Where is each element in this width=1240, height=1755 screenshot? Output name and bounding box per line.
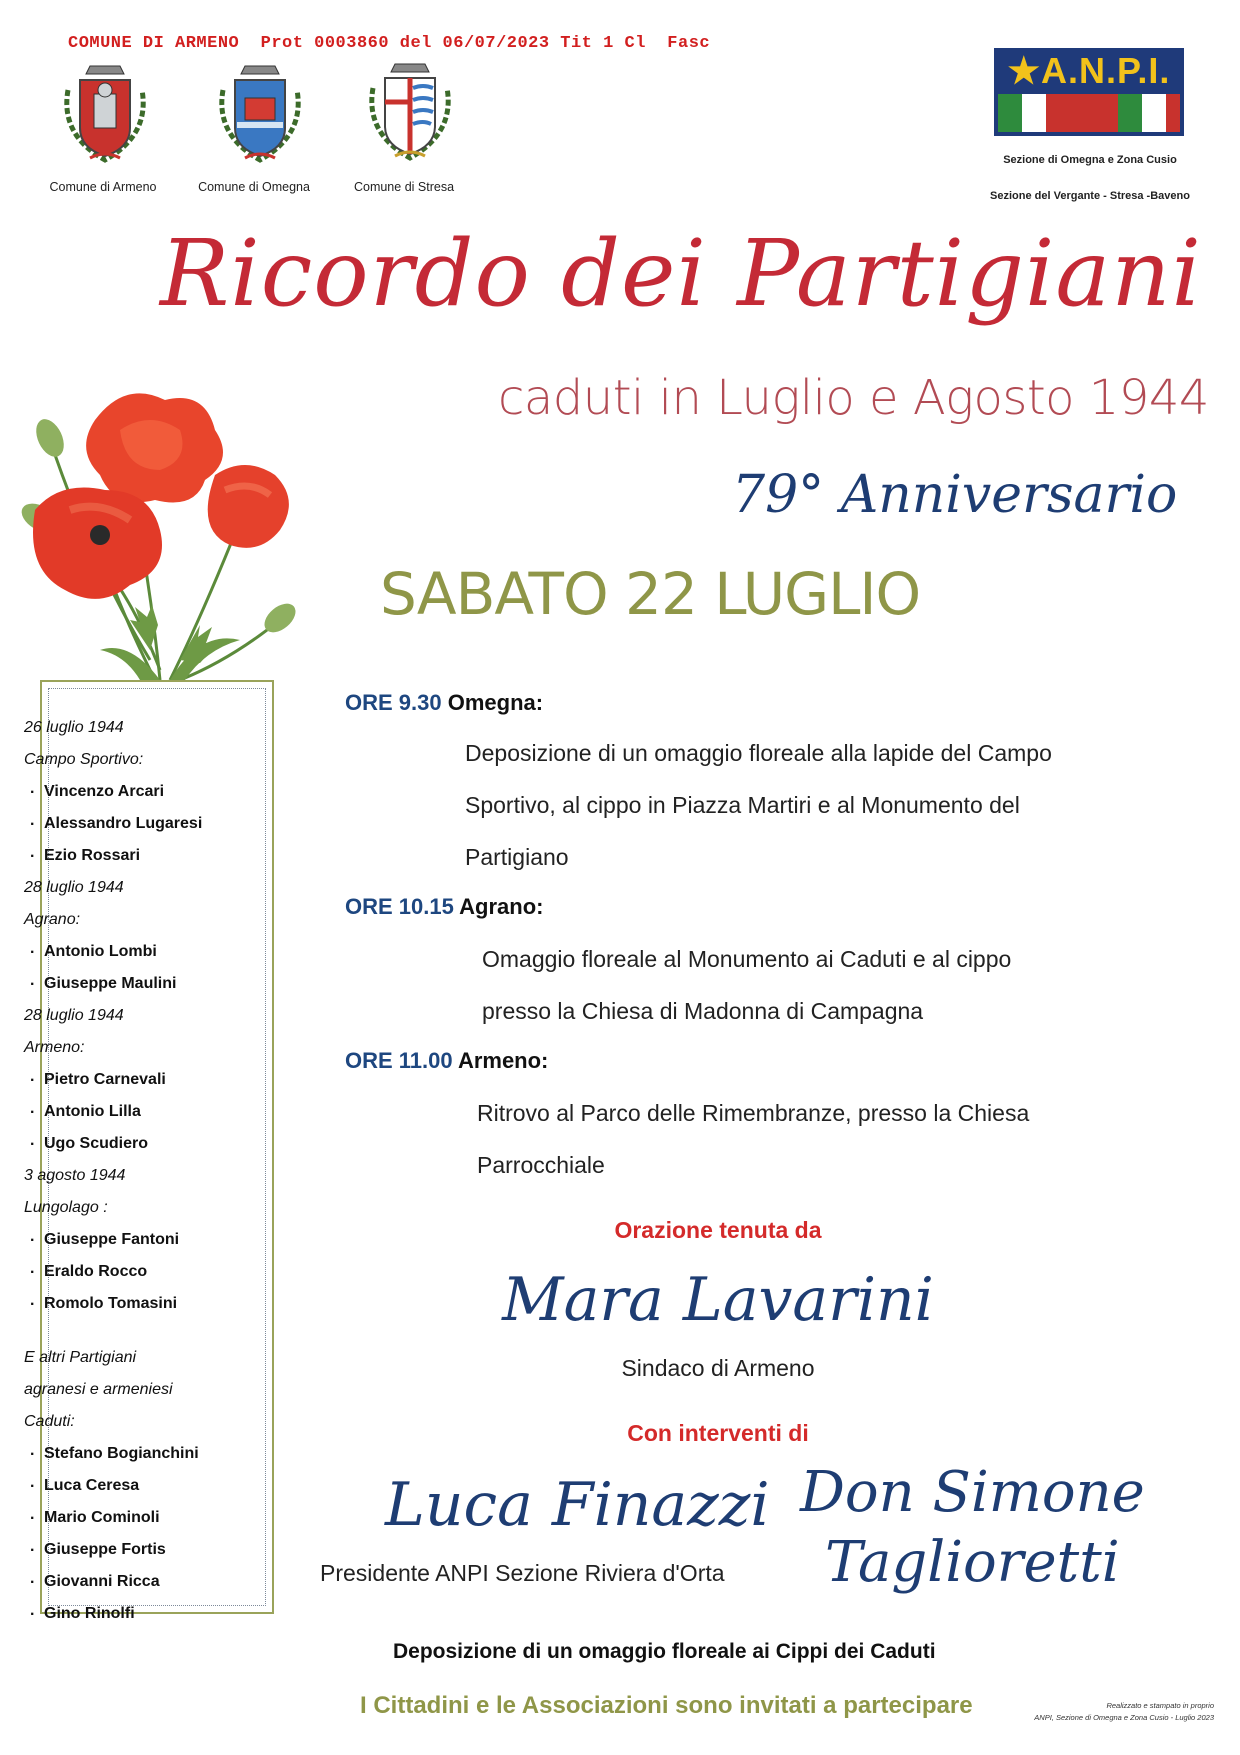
schedule-desc-line: Omaggio floreale al Monumento ai Caduti e al cippo (482, 946, 1012, 972)
fallen-name: . Ugo Scudiero (24, 1128, 254, 1160)
page-title: Ricordo dei Partigiani (160, 220, 1202, 327)
fallen-name: . Mario Cominoli (24, 1502, 254, 1534)
fallen-place: Lungolago : (24, 1199, 108, 1216)
footer-credit-line2: ANPI, Sezione di Omegna e Zona Cusio - Luglio 2023 (1034, 1713, 1214, 1722)
schedule-desc-line: Parrocchiale (477, 1152, 605, 1178)
footer-deposition: Deposizione di un omaggio floreale ai Cippi dei Caduti (393, 1640, 936, 1663)
fallen-name: . Alessandro Lugaresi (24, 808, 254, 840)
fallen-name: . Giuseppe Fortis (24, 1534, 254, 1566)
intervention-role-1: Presidente ANPI Sezione Riviera d'Orta (320, 1560, 725, 1586)
schedule-place: Agrano: (459, 894, 544, 919)
omegna-crest-icon (205, 60, 315, 170)
schedule-place: Armeno: (457, 1048, 549, 1073)
crest-label-armeno: Comune di Armeno (49, 180, 157, 194)
fallen-date: 28 luglio 1944 (24, 1007, 124, 1024)
fallen-place: Caduti: (24, 1413, 75, 1430)
fallen-name: . Eraldo Rocco (24, 1256, 254, 1288)
stresa-crest-icon (355, 58, 465, 168)
anpi-section-1: Sezione di Omegna e Zona Cusio (1003, 154, 1177, 166)
fallen-place: E altri Partigiani (24, 1349, 137, 1366)
intervention-speaker-2-line2: Taglioretti (825, 1530, 1120, 1595)
fallen-name: . Vincenzo Arcari (24, 776, 254, 808)
fallen-name: . Antonio Lombi (24, 936, 254, 968)
schedule-desc-line: presso la Chiesa di Madonna di Campagna (482, 998, 924, 1024)
fallen-place: Agrano: (24, 911, 81, 928)
fallen-name: . Giuseppe Fantoni (24, 1224, 254, 1256)
crest-label-stresa: Comune di Stresa (353, 180, 455, 194)
protocol-stamp: COMUNE DI ARMENO Prot 0003860 del 06/07/2023 Tit 1 Cl Fasc (68, 34, 711, 53)
schedule-desc-line: Deposizione di un omaggio floreale alla lapide del Campo (465, 740, 1052, 766)
fallen-place: agranesi e armeniesi (24, 1381, 173, 1398)
oration-heading: Orazione tenuta da (614, 1217, 822, 1243)
intervention-speaker-1: Luca Finazzi (385, 1470, 770, 1540)
fallen-place: Campo Sportivo: (24, 751, 144, 768)
schedule-desc-line: Sportivo, al cippo in Piazza Martiri e al Monumento del (465, 792, 1020, 818)
fallen-name: . Giuseppe Maulini (24, 968, 254, 1000)
oration-speaker: Mara Lavarini (502, 1265, 934, 1335)
fallen-date: 28 luglio 1944 (24, 879, 124, 896)
fallen-date: 3 agosto 1944 (24, 1167, 126, 1184)
fallen-name: . Romolo Tomasini (24, 1288, 254, 1320)
event-date: SABATO 22 LUGLIO (380, 560, 921, 628)
anpi-logo-icon (994, 48, 1184, 136)
intervention-speaker-2-line1: Don Simone (800, 1460, 1145, 1525)
fallen-name: . Giovanni Ricca (24, 1566, 254, 1598)
fallen-date: 26 luglio 1944 (24, 719, 124, 736)
schedule-entry-omegna (345, 690, 543, 716)
interventions-heading: Con interventi di (627, 1420, 809, 1446)
page-subtitle: caduti in Luglio e Agosto 1944 (498, 370, 1209, 426)
fallen-name: . Pietro Carnevali (24, 1064, 254, 1096)
schedule-time: ORE 11.00 (345, 1048, 453, 1073)
armeno-crest-icon (50, 60, 160, 170)
anniversary-label: 79° Anniversario (732, 465, 1178, 525)
schedule-desc-line: Partigiano (465, 844, 569, 870)
schedule-entry-armeno (345, 1048, 548, 1074)
crest-label-omegna: Comune di Omegna (198, 180, 310, 194)
fallen-place: Armeno: (24, 1039, 85, 1056)
anpi-logo-text: ★A.N.P.I. (1007, 50, 1171, 91)
schedule-time: ORE 10.15 (345, 894, 454, 919)
fallen-name: . Luca Ceresa (24, 1470, 254, 1502)
footer-credit (1014, 1700, 1214, 1724)
schedule-time: ORE 9.30 (345, 690, 442, 715)
fallen-name: . Antonio Lilla (24, 1096, 254, 1128)
footer-invitation: I Cittadini e le Associazioni sono invitati a partecipare (360, 1692, 973, 1719)
anpi-section-2: Sezione del Vergante - Stresa -Baveno (990, 190, 1190, 202)
poppy-flowers-icon (10, 360, 310, 680)
schedule-desc-line: Ritrovo al Parco delle Rimembranze, presso la Chiesa (477, 1100, 1030, 1126)
fallen-names-list (24, 712, 254, 1630)
schedule-entry-agrano (345, 894, 543, 920)
oration-role: Sindaco di Armeno (621, 1355, 815, 1381)
fallen-name: . Ezio Rossari (24, 840, 254, 872)
schedule-place: Omegna: (447, 690, 544, 715)
fallen-name: . Gino Rinolfi (24, 1598, 254, 1630)
footer-credit-line1: Realizzato e stampato in proprio (1106, 1701, 1214, 1710)
fallen-name: . Stefano Bogianchini (24, 1438, 254, 1470)
